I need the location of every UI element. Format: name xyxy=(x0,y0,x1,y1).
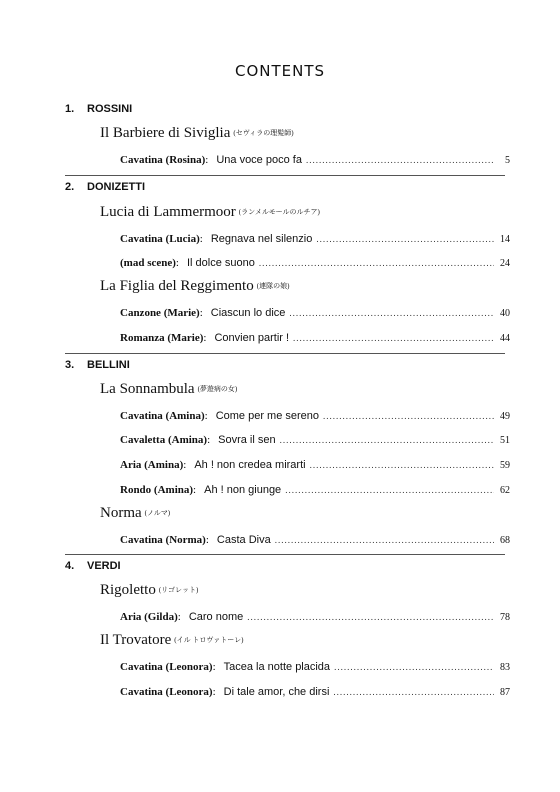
entry-colon: : xyxy=(193,484,197,496)
dot-leader xyxy=(306,155,494,165)
dot-leader xyxy=(323,411,494,421)
opera-japanese-title: (ランメルモールのルチア) xyxy=(238,208,320,216)
contents-entry xyxy=(120,611,510,623)
opera-title xyxy=(100,381,237,398)
opera-name: La Figlia del Reggimento xyxy=(100,278,254,294)
opera-title xyxy=(100,125,294,142)
entry-incipit: Sovra il sen xyxy=(218,434,276,446)
composer-name: ROSSINI xyxy=(87,103,133,115)
entry-colon: : xyxy=(175,257,179,269)
entry-page-number: 59 xyxy=(500,460,510,471)
composer-name: DONIZETTI xyxy=(87,181,146,193)
entry-incipit: Tacea la notte placida xyxy=(223,661,331,673)
entry-page-number: 87 xyxy=(500,687,510,698)
entry-role: Canzone (Marie) xyxy=(120,307,200,319)
dot-leader xyxy=(334,662,494,672)
entry-colon: : xyxy=(183,459,187,471)
entry-page-number: 62 xyxy=(500,485,510,496)
contents-entry xyxy=(120,661,510,673)
contents-entry xyxy=(120,257,510,269)
entry-incipit: Caro nome xyxy=(188,611,244,623)
entry-colon: : xyxy=(177,611,181,623)
entry-page-number: 78 xyxy=(500,612,510,623)
opera-japanese-title: (ノルマ) xyxy=(144,509,171,517)
contents-entry xyxy=(120,534,510,546)
section-number: 4. xyxy=(65,560,75,572)
entry-incipit: Ciascun lo dice xyxy=(210,307,286,319)
entry-role: Cavatina (Lucia) xyxy=(120,233,200,245)
entry-role: Aria (Gilda) xyxy=(120,611,178,623)
entry-page-number: 49 xyxy=(500,411,510,422)
entry-page-number: 68 xyxy=(500,535,510,546)
dot-leader xyxy=(275,535,494,545)
entry-role: Rondo (Amina) xyxy=(120,484,194,496)
composer-name: BELLINI xyxy=(87,359,130,371)
entry-colon: : xyxy=(212,686,216,698)
entry-role: Aria (Amina) xyxy=(120,459,184,471)
dot-leader xyxy=(280,435,494,445)
entry-colon: : xyxy=(207,434,211,446)
entry-incipit: Ah ! non giunge xyxy=(204,484,282,496)
composer-heading-bellini xyxy=(65,359,505,371)
entry-role: Cavatina (Amina) xyxy=(120,410,205,422)
dot-leader xyxy=(285,485,494,495)
contents-entry xyxy=(120,307,510,319)
page-title: CONTENTS xyxy=(234,62,326,80)
entry-colon: : xyxy=(205,154,209,166)
entry-incipit: Ah ! non credea mirarti xyxy=(194,459,306,471)
composer-heading-rossini xyxy=(65,103,505,115)
opera-japanese-title: (連隊の娘) xyxy=(256,282,290,290)
entry-colon: : xyxy=(203,332,207,344)
contents-entry xyxy=(120,154,510,166)
entry-page-number: 24 xyxy=(500,258,510,269)
dot-leader xyxy=(293,333,494,343)
opera-title xyxy=(100,582,198,599)
dot-leader xyxy=(310,460,494,470)
entry-page-number: 5 xyxy=(505,155,510,166)
section-number: 2. xyxy=(65,181,75,193)
opera-japanese-title: (セヴィラの理髪師) xyxy=(233,129,294,137)
composer-heading-verdi xyxy=(65,560,505,572)
contents-entry xyxy=(120,233,510,245)
entry-colon: : xyxy=(199,233,203,245)
section-number: 3. xyxy=(65,359,75,371)
opera-title xyxy=(100,505,170,522)
entry-page-number: 44 xyxy=(500,333,510,344)
entry-page-number: 14 xyxy=(500,234,510,245)
entry-colon: : xyxy=(212,661,216,673)
entry-role: (mad scene) xyxy=(120,257,176,269)
entry-page-number: 83 xyxy=(500,662,510,673)
dot-leader xyxy=(289,308,494,318)
contents-entry xyxy=(120,484,510,496)
opera-name: Il Barbiere di Siviglia xyxy=(100,125,231,141)
opera-japanese-title: (夢遊病の女) xyxy=(197,385,238,393)
dot-leader xyxy=(316,234,494,244)
opera-japanese-title: (イル トロヴァトーレ) xyxy=(174,636,244,644)
entry-role: Cavatina (Leonora) xyxy=(120,661,213,673)
opera-name: Il Trovatore xyxy=(100,632,172,648)
opera-title xyxy=(100,204,320,221)
entry-role: Cavatina (Leonora) xyxy=(120,686,213,698)
opera-japanese-title: (リゴレット) xyxy=(158,586,199,594)
section-divider xyxy=(65,175,505,176)
opera-name: Lucia di Lammermoor xyxy=(100,204,236,220)
contents-entry xyxy=(120,332,510,344)
opera-title xyxy=(100,278,289,295)
dot-leader xyxy=(333,687,494,697)
entry-incipit: Casta Diva xyxy=(216,534,271,546)
entry-incipit: Regnava nel silenzio xyxy=(210,233,313,245)
opera-name: Norma xyxy=(100,505,142,521)
contents-entry xyxy=(120,410,510,422)
composer-name: VERDI xyxy=(87,560,121,572)
section-divider xyxy=(65,353,505,354)
entry-incipit: Di tale amor, che dirsi xyxy=(223,686,330,698)
section-divider xyxy=(65,554,505,555)
entry-role: Cavatina (Rosina) xyxy=(120,154,206,166)
dot-leader xyxy=(247,612,494,622)
entry-role: Cavaletta (Amina) xyxy=(120,434,208,446)
section-number: 1. xyxy=(65,103,75,115)
entry-incipit: Una voce poco fa xyxy=(216,154,302,166)
contents-entry xyxy=(120,686,510,698)
entry-role: Cavatina (Norma) xyxy=(120,534,206,546)
composer-heading-donizetti xyxy=(65,181,505,193)
opera-title xyxy=(100,632,243,649)
entry-incipit: Come per me sereno xyxy=(215,410,320,422)
entry-page-number: 51 xyxy=(500,435,510,446)
entry-incipit: Il dolce suono xyxy=(186,257,255,269)
contents-entry xyxy=(120,434,510,446)
opera-name: La Sonnambula xyxy=(100,381,195,397)
entry-role: Romanza (Marie) xyxy=(120,332,204,344)
dot-leader xyxy=(259,258,494,268)
entry-page-number: 40 xyxy=(500,308,510,319)
entry-colon: : xyxy=(199,307,203,319)
opera-name: Rigoletto xyxy=(100,582,156,598)
entry-incipit: Convien partir ! xyxy=(214,332,290,344)
contents-entry xyxy=(120,459,510,471)
entry-colon: : xyxy=(204,410,208,422)
entry-colon: : xyxy=(205,534,209,546)
